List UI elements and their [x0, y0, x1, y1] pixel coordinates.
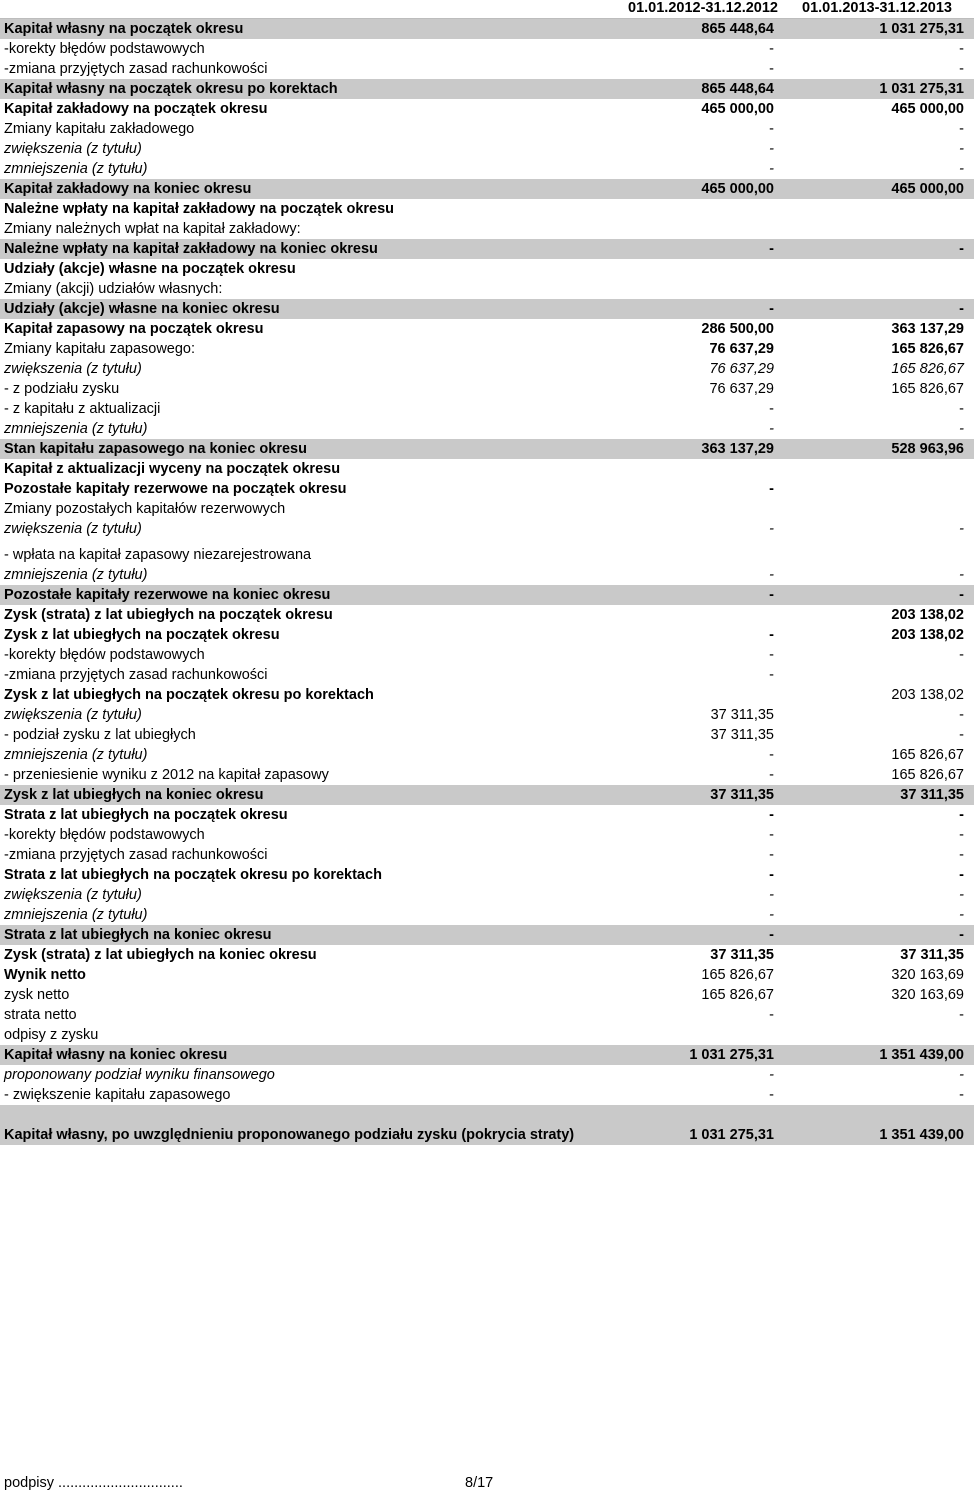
- value-2012: [644, 499, 774, 519]
- table-row: [0, 685, 974, 705]
- period-2012-header: 01.01.2012-31.12.2012: [628, 0, 778, 16]
- value-2012: -: [769, 521, 774, 537]
- value-2013: [774, 1025, 974, 1045]
- row-label: Zysk (strata) z lat ubiegłych na początek okresu: [4, 607, 333, 623]
- row-label: Zysk z lat ubiegłych na początek okresu: [4, 627, 280, 643]
- value-2013: 465 000,00: [774, 179, 974, 199]
- value-2012: 165 826,67: [701, 967, 774, 983]
- table-row: [0, 59, 974, 79]
- value-2013: 165 826,67: [891, 767, 964, 783]
- value-2012: 37 311,35: [710, 727, 774, 743]
- table-row: [0, 825, 974, 845]
- row-label: Zysk (strata) z lat ubiegłych na koniec okresu: [4, 947, 317, 963]
- row-label: odpisy z zysku: [4, 1027, 99, 1043]
- table-row: [0, 645, 974, 665]
- value-2013: -: [774, 299, 974, 319]
- value-2012: 37 311,35: [710, 707, 774, 723]
- table-row: [0, 765, 974, 785]
- table-row: [0, 625, 974, 645]
- row-label: Należne wpłaty na kapitał zakładowy na początek okresu: [4, 201, 395, 217]
- table-row: [0, 1045, 974, 1065]
- table-row: [0, 1065, 974, 1085]
- table-row: [0, 139, 974, 159]
- row-label: Kapitał własny na koniec okresu: [0, 1045, 644, 1065]
- page-number: 8/17: [465, 1475, 494, 1491]
- value-2012: -: [769, 121, 774, 137]
- value-2012: -: [769, 907, 774, 923]
- value-2013: 1 031 275,31: [774, 19, 974, 40]
- row-label: -zmiana przyjętych zasad rachunkowości: [4, 847, 268, 863]
- table-row: [0, 199, 974, 219]
- value-2013: -: [959, 647, 964, 663]
- value-2012: -: [644, 925, 774, 945]
- value-2012: -: [769, 767, 774, 783]
- table-row: [0, 259, 974, 279]
- value-2013: 203 138,02: [891, 687, 964, 703]
- value-2012: -: [769, 667, 774, 683]
- value-2013: 37 311,35: [900, 947, 964, 963]
- value-2012: -: [644, 239, 774, 259]
- value-2012: -: [769, 867, 774, 883]
- row-label: - podział zysku z lat ubiegłych: [4, 727, 196, 743]
- table-row: [0, 419, 974, 439]
- table-row: [0, 19, 974, 40]
- value-2013: -: [959, 401, 964, 417]
- row-label: zmniejszenia (z tytułu): [4, 421, 148, 437]
- table-row: [0, 905, 974, 925]
- value-2012: 1 031 275,31: [644, 1105, 774, 1145]
- value-2012: 865 448,64: [644, 19, 774, 40]
- table-row: [0, 745, 974, 765]
- value-2013: -: [959, 887, 964, 903]
- value-2013: -: [959, 161, 964, 177]
- value-2012: 465 000,00: [701, 101, 774, 117]
- table-row: [0, 359, 974, 379]
- value-2013: -: [959, 807, 964, 823]
- value-2013: [774, 499, 974, 519]
- value-2012: -: [769, 647, 774, 663]
- row-label: - z podziału zysku: [4, 381, 120, 397]
- row-label: Kapitał własny na początek okresu: [0, 19, 644, 40]
- value-2012: -: [769, 827, 774, 843]
- row-label: zwiększenia (z tytułu): [4, 887, 142, 903]
- value-2012: 865 448,64: [644, 79, 774, 99]
- value-2013: 363 137,29: [891, 321, 964, 337]
- value-2012: -: [769, 141, 774, 157]
- table-row: [0, 319, 974, 339]
- value-2013: [774, 459, 974, 479]
- value-2013: 203 138,02: [891, 607, 964, 623]
- table-row: [0, 1025, 974, 1045]
- value-2012: 363 137,29: [644, 439, 774, 459]
- row-label: Zysk z lat ubiegłych na początek okresu po korektach: [4, 687, 374, 703]
- row-label: Zmiany należnych wpłat na kapitał zakładowy:: [4, 221, 301, 237]
- value-2013: -: [959, 61, 964, 77]
- value-2013: -: [959, 567, 964, 583]
- period-2013-header: 01.01.2013-31.12.2013: [802, 0, 952, 16]
- value-2012: -: [769, 1007, 774, 1023]
- value-2012: [644, 199, 774, 219]
- table-row: [0, 479, 974, 499]
- row-label: Strata z lat ubiegłych na koniec okresu: [0, 925, 644, 945]
- value-2012: 465 000,00: [644, 179, 774, 199]
- row-label: Pozostałe kapitały rezerwowe na początek okresu: [4, 481, 347, 497]
- row-label: zmniejszenia (z tytułu): [4, 747, 148, 763]
- value-2013: -: [959, 827, 964, 843]
- table-row: [0, 279, 974, 299]
- table-row: [0, 499, 974, 519]
- row-label: - zwiększenie kapitału zapasowego: [4, 1087, 231, 1103]
- row-label: zwiększenia (z tytułu): [4, 361, 142, 377]
- table-row: [0, 299, 974, 319]
- value-2012: -: [769, 1067, 774, 1083]
- table-row: [0, 725, 974, 745]
- value-2013: -: [959, 41, 964, 57]
- row-label: Stan kapitału zapasowego na koniec okresu: [0, 439, 644, 459]
- row-label: Kapitał zapasowy na początek okresu: [4, 321, 264, 337]
- value-2013: [774, 219, 974, 239]
- row-label: zmniejszenia (z tytułu): [4, 161, 148, 177]
- row-label: - wpłata na kapitał zapasowy niezarejestrowana: [4, 547, 312, 563]
- value-2012: 76 637,29: [709, 341, 774, 357]
- row-label: proponowany podział wyniku finansowego: [4, 1067, 275, 1083]
- value-2013: -: [959, 707, 964, 723]
- row-label: Kapitał z aktualizacji wyceny na początek okresu: [4, 461, 341, 477]
- table-row: [0, 239, 974, 259]
- row-label: Zmiany pozostałych kapitałów rezerwowych: [4, 501, 286, 517]
- table-row: [0, 119, 974, 139]
- row-label: Kapitał własny, po uwzględnieniu proponowanego podziału zysku (pokrycia straty): [0, 1105, 644, 1145]
- row-label: Udziały (akcje) własne na początek okresu: [4, 261, 296, 277]
- row-label: - przeniesienie wyniku z 2012 na kapitał zapasowy: [4, 767, 329, 783]
- row-label: Zysk z lat ubiegłych na koniec okresu: [0, 785, 644, 805]
- value-2012: -: [769, 887, 774, 903]
- value-2013: 320 163,69: [891, 987, 964, 1003]
- value-2012: [644, 1025, 774, 1045]
- value-2013: 165 826,67: [891, 381, 964, 397]
- value-2012: -: [644, 585, 774, 605]
- value-2013: -: [959, 847, 964, 863]
- table-row: [0, 379, 974, 399]
- table-row: [0, 39, 974, 59]
- row-label: Strata z lat ubiegłych na początek okresu po korektach: [4, 867, 382, 883]
- value-2013: [774, 199, 974, 219]
- table-row: [0, 785, 974, 805]
- table-row: [0, 1085, 974, 1105]
- row-label: Kapitał zakładowy na początek okresu: [4, 101, 268, 117]
- value-2013: [774, 539, 974, 565]
- table-row: [0, 845, 974, 865]
- value-2012: 165 826,67: [701, 987, 774, 1003]
- value-2012: 37 311,35: [710, 947, 774, 963]
- table-row: [0, 99, 974, 119]
- table-row: [0, 945, 974, 965]
- value-2013: 465 000,00: [891, 101, 964, 117]
- table-row: [0, 159, 974, 179]
- value-2012: -: [769, 401, 774, 417]
- row-label: Udziały (akcje) własne na koniec okresu: [0, 299, 644, 319]
- row-label: -zmiana przyjętych zasad rachunkowości: [4, 61, 268, 77]
- row-label: zmniejszenia (z tytułu): [4, 907, 148, 923]
- value-2013: 528 963,96: [774, 439, 974, 459]
- value-2012: -: [769, 747, 774, 763]
- row-label: Należne wpłaty na kapitał zakładowy na koniec okresu: [0, 239, 644, 259]
- row-label: Zmiany kapitału zakładowego: [4, 121, 195, 137]
- row-label: zwiększenia (z tytułu): [4, 521, 142, 537]
- value-2013: 1 031 275,31: [774, 79, 974, 99]
- table-row: [0, 805, 974, 825]
- row-label: zysk netto: [4, 987, 70, 1003]
- table-row: [0, 865, 974, 885]
- table-row: [0, 1105, 974, 1145]
- value-2012: -: [769, 627, 774, 643]
- value-2012: 286 500,00: [701, 321, 774, 337]
- value-2013: -: [959, 421, 964, 437]
- value-2013: -: [959, 1007, 964, 1023]
- value-2013: -: [959, 121, 964, 137]
- row-label: strata netto: [4, 1007, 77, 1023]
- value-2013: -: [774, 239, 974, 259]
- value-2012: -: [769, 421, 774, 437]
- equity-changes-table: [0, 18, 974, 1145]
- value-2013: 1 351 439,00: [774, 1105, 974, 1145]
- table-row: [0, 885, 974, 905]
- value-2012: -: [769, 847, 774, 863]
- row-label: zwiększenia (z tytułu): [4, 707, 142, 723]
- page-footer: [0, 1475, 960, 1495]
- value-2013: 203 138,02: [891, 627, 964, 643]
- row-label: Zmiany (akcji) udziałów własnych:: [4, 281, 223, 297]
- value-2013: -: [959, 727, 964, 743]
- table-row: [0, 565, 974, 585]
- table-row: [0, 705, 974, 725]
- row-label: Wynik netto: [4, 967, 86, 983]
- signature-line: podpisy ...............................: [4, 1475, 183, 1491]
- value-2013: 165 826,67: [891, 361, 964, 377]
- table-row: [0, 439, 974, 459]
- row-label: zwiększenia (z tytułu): [4, 141, 142, 157]
- value-2012: -: [769, 1087, 774, 1103]
- table-row: [0, 585, 974, 605]
- table-row: [0, 665, 974, 685]
- value-2012: [644, 259, 774, 279]
- value-2012: -: [769, 61, 774, 77]
- table-row: [0, 399, 974, 419]
- value-2012: 37 311,35: [644, 785, 774, 805]
- table-row: [0, 539, 974, 565]
- value-2012: -: [769, 161, 774, 177]
- row-label: -zmiana przyjętych zasad rachunkowości: [4, 667, 268, 683]
- row-label: Kapitał własny na początek okresu po korektach: [0, 79, 644, 99]
- table-row: [0, 985, 974, 1005]
- row-label: zmniejszenia (z tytułu): [4, 567, 148, 583]
- value-2013: -: [959, 521, 964, 537]
- value-2013: 165 826,67: [891, 341, 964, 357]
- value-2013: 320 163,69: [891, 967, 964, 983]
- table-row: [0, 79, 974, 99]
- value-2013: 37 311,35: [774, 785, 974, 805]
- value-2013: -: [959, 907, 964, 923]
- table-row: [0, 605, 974, 625]
- value-2013: -: [959, 1087, 964, 1103]
- table-row: [0, 925, 974, 945]
- value-2013: 1 351 439,00: [774, 1045, 974, 1065]
- value-2013: -: [959, 141, 964, 157]
- row-label: Strata z lat ubiegłych na początek okresu: [4, 807, 288, 823]
- value-2012: [644, 279, 774, 299]
- table-row: [0, 459, 974, 479]
- row-label: Kapitał zakładowy na koniec okresu: [0, 179, 644, 199]
- row-label: Zmiany kapitału zapasowego:: [4, 341, 196, 357]
- table-row: [0, 339, 974, 359]
- value-2012: 1 031 275,31: [644, 1045, 774, 1065]
- value-2012: 76 637,29: [709, 381, 774, 397]
- column-headers: [0, 0, 960, 18]
- value-2013: -: [774, 585, 974, 605]
- value-2013: [774, 665, 974, 685]
- table-row: [0, 179, 974, 199]
- row-label: - z kapitału z aktualizacji: [4, 401, 161, 417]
- value-2012: 76 637,29: [709, 361, 774, 377]
- value-2012: [644, 219, 774, 239]
- value-2012: [644, 685, 774, 705]
- value-2012: [644, 605, 774, 625]
- table-row: [0, 519, 974, 539]
- table-row: [0, 965, 974, 985]
- table-row: [0, 1005, 974, 1025]
- value-2012: -: [769, 807, 774, 823]
- value-2013: -: [959, 867, 964, 883]
- table-row: [0, 219, 974, 239]
- value-2013: -: [774, 925, 974, 945]
- row-label: -korekty błędów podstawowych: [4, 41, 205, 57]
- row-label: Pozostałe kapitały rezerwowe na koniec okresu: [0, 585, 644, 605]
- value-2012: -: [769, 481, 774, 497]
- value-2013: [774, 479, 974, 499]
- value-2012: -: [769, 567, 774, 583]
- value-2012: [644, 539, 774, 565]
- row-label: -korekty błędów podstawowych: [4, 827, 205, 843]
- value-2012: [644, 459, 774, 479]
- value-2013: -: [959, 1067, 964, 1083]
- value-2012: -: [644, 299, 774, 319]
- value-2012: -: [769, 41, 774, 57]
- row-label: -korekty błędów podstawowych: [4, 647, 205, 663]
- value-2013: [774, 279, 974, 299]
- value-2013: 165 826,67: [891, 747, 964, 763]
- value-2013: [774, 259, 974, 279]
